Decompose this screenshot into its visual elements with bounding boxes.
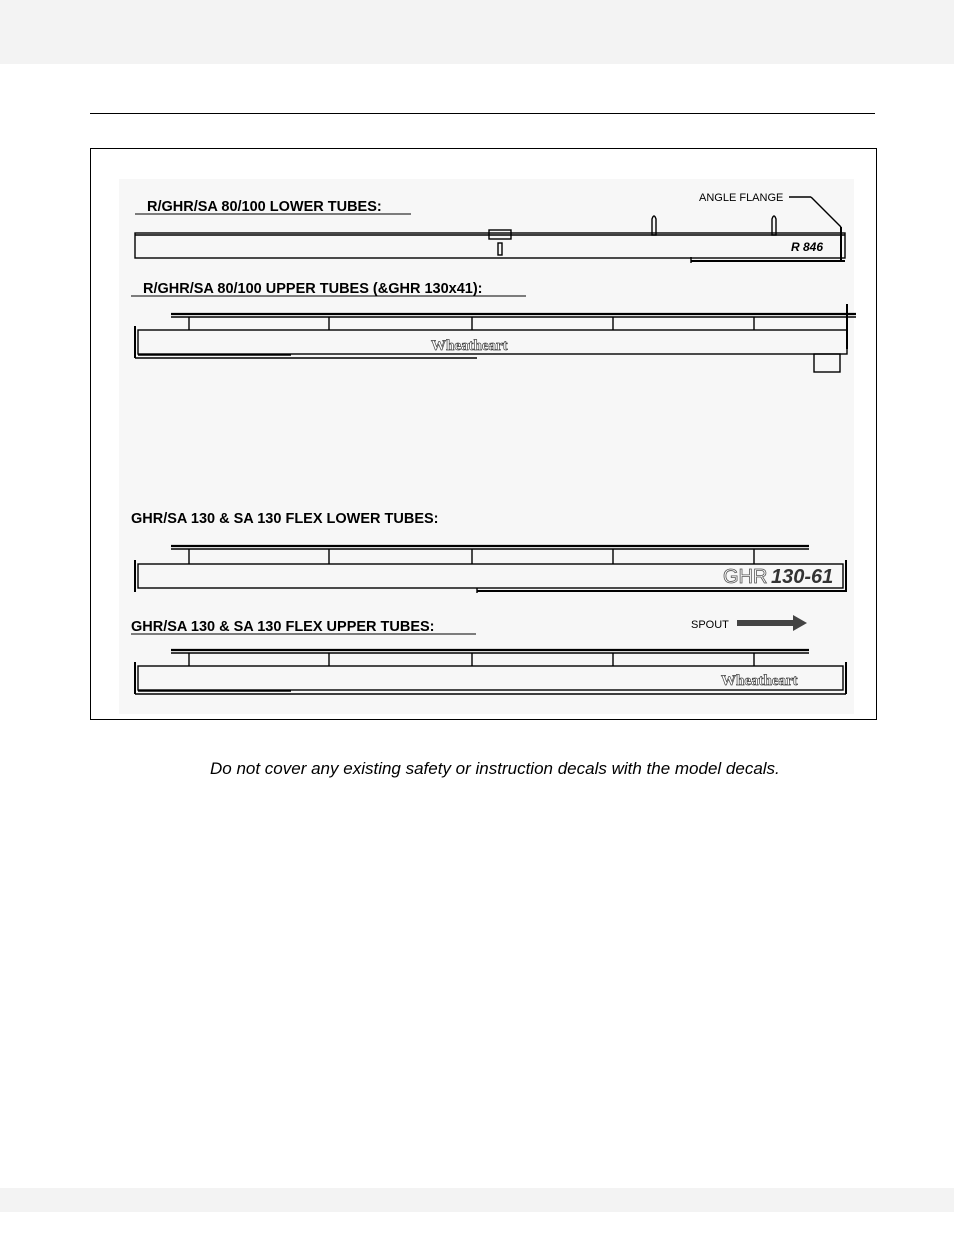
section-label-lower-80-100: R/GHR/SA 80/100 LOWER TUBES: bbox=[147, 199, 382, 215]
section-label-upper-80-100: R/GHR/SA 80/100 UPPER TUBES (&GHR 130x41): bbox=[143, 281, 483, 297]
footer-band bbox=[0, 1188, 954, 1212]
decal-130-61: 130-61 bbox=[771, 566, 834, 588]
decal-r846: R 846 bbox=[791, 240, 824, 254]
decal-ghr-prefix: GHR bbox=[723, 566, 768, 588]
spout-arrow-icon bbox=[737, 615, 807, 631]
section-label-lower-130: GHR/SA 130 & SA 130 FLEX LOWER TUBES: bbox=[131, 511, 439, 527]
decal-placement-figure bbox=[90, 148, 877, 720]
decal-caution-note: Do not cover any existing safety or instruction decals with the model decals. bbox=[210, 759, 780, 778]
header-rule bbox=[90, 113, 875, 114]
decal-wheatheart-upper-130: Wheatheart bbox=[721, 673, 798, 689]
decal-wheatheart-upper-80-100: Wheatheart bbox=[431, 338, 508, 354]
header-band bbox=[0, 0, 954, 64]
tube-diagram bbox=[91, 149, 878, 721]
spout-label: SPOUT bbox=[691, 619, 729, 631]
section-label-upper-130: GHR/SA 130 & SA 130 FLEX UPPER TUBES: bbox=[131, 619, 435, 635]
angle-flange-label: ANGLE FLANGE bbox=[699, 192, 784, 204]
